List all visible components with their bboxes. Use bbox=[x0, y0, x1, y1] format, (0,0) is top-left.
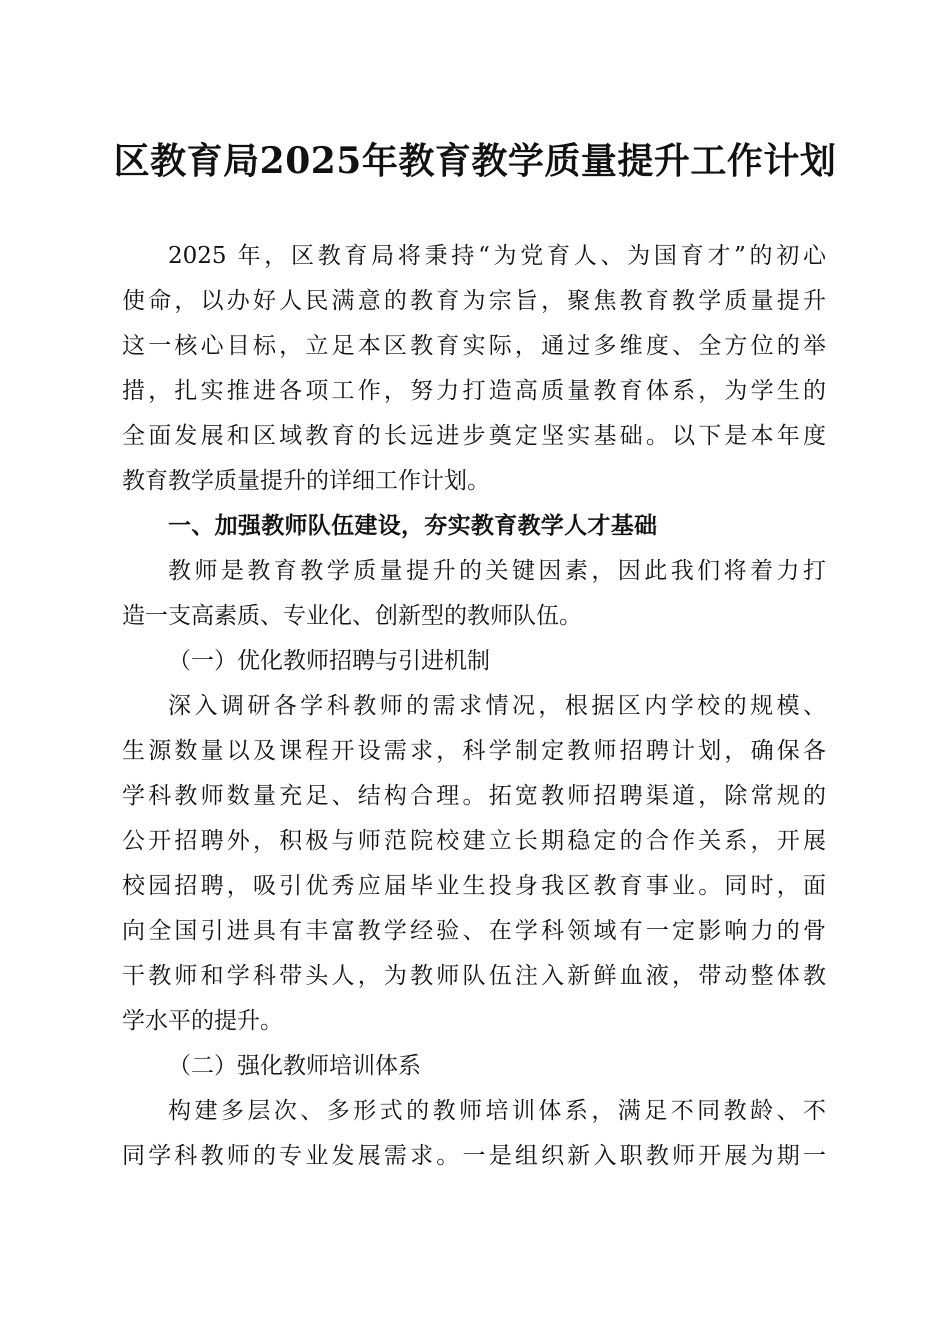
paragraph-line: 学水平的提升。 bbox=[122, 1008, 283, 1034]
paragraph-line: 使命，以办好人民满意的教育为宗旨，聚焦教育教学质量提升 bbox=[122, 288, 826, 314]
paragraph-line: 生源数量以及课程开设需求，科学制定教师招聘计划，确保各 bbox=[122, 738, 826, 764]
document-body bbox=[122, 234, 826, 1179]
intro-paragraph bbox=[122, 234, 826, 504]
paragraph-line: 校园招聘，吸引优秀应届毕业生投身我区教育事业。同时，面 bbox=[122, 873, 826, 899]
paragraph-line: 深入调研各学科教师的需求情况，根据区内学校的规模、 bbox=[168, 693, 826, 719]
paragraph-line: 2025 年，区教育局将秉持“为党育人、为国育才”的初心 bbox=[168, 243, 826, 269]
paragraph-line: 教育教学质量提升的详细工作计划。 bbox=[122, 468, 490, 494]
paragraph-line: 教师是教育教学质量提升的关键因素，因此我们将着力打 bbox=[168, 558, 826, 584]
paragraph-line: 公开招聘外，积极与师范院校建立长期稳定的合作关系，开展 bbox=[122, 828, 826, 854]
paragraph-line: 全面发展和区域教育的长远进步奠定坚实基础。以下是本年度 bbox=[122, 423, 826, 449]
paragraph-line: 向全国引进具有丰富教学经验、在学科领域有一定影响力的骨 bbox=[122, 918, 826, 944]
paragraph-line: 这一核心目标，立足本区教育实际，通过多维度、全方位的举 bbox=[122, 333, 826, 359]
subsection-heading: （一）优化教师招聘与引进机制 bbox=[168, 648, 490, 674]
paragraph-line: 措，扎实推进各项工作，努力打造高质量教育体系，为学生的 bbox=[122, 378, 826, 404]
paragraph-line: 干教师和学科带头人，为教师队伍注入新鲜血液，带动整体教 bbox=[122, 963, 826, 989]
paragraph-line: 造一支高素质、专业化、创新型的教师队伍。 bbox=[122, 603, 582, 629]
paragraph-line: 学科教师数量充足、结构合理。拓宽教师招聘渠道，除常规的 bbox=[122, 783, 826, 809]
paragraph-line: 构建多层次、多形式的教师培训体系，满足不同教龄、不 bbox=[168, 1098, 826, 1124]
section-paragraph bbox=[122, 549, 826, 639]
section-heading: 一、加强教师队伍建设，夯实教育教学人才基础 bbox=[168, 513, 658, 539]
subsection-paragraph bbox=[122, 1089, 826, 1179]
subsection-paragraph bbox=[122, 684, 826, 1044]
document-title: 区教育局2025年教育教学质量提升工作计划 bbox=[113, 140, 837, 182]
subsection-heading: （二）强化教师培训体系 bbox=[168, 1053, 421, 1079]
paragraph-line: 同学科教师的专业发展需求。一是组织新入职教师开展为期一 bbox=[122, 1143, 826, 1169]
